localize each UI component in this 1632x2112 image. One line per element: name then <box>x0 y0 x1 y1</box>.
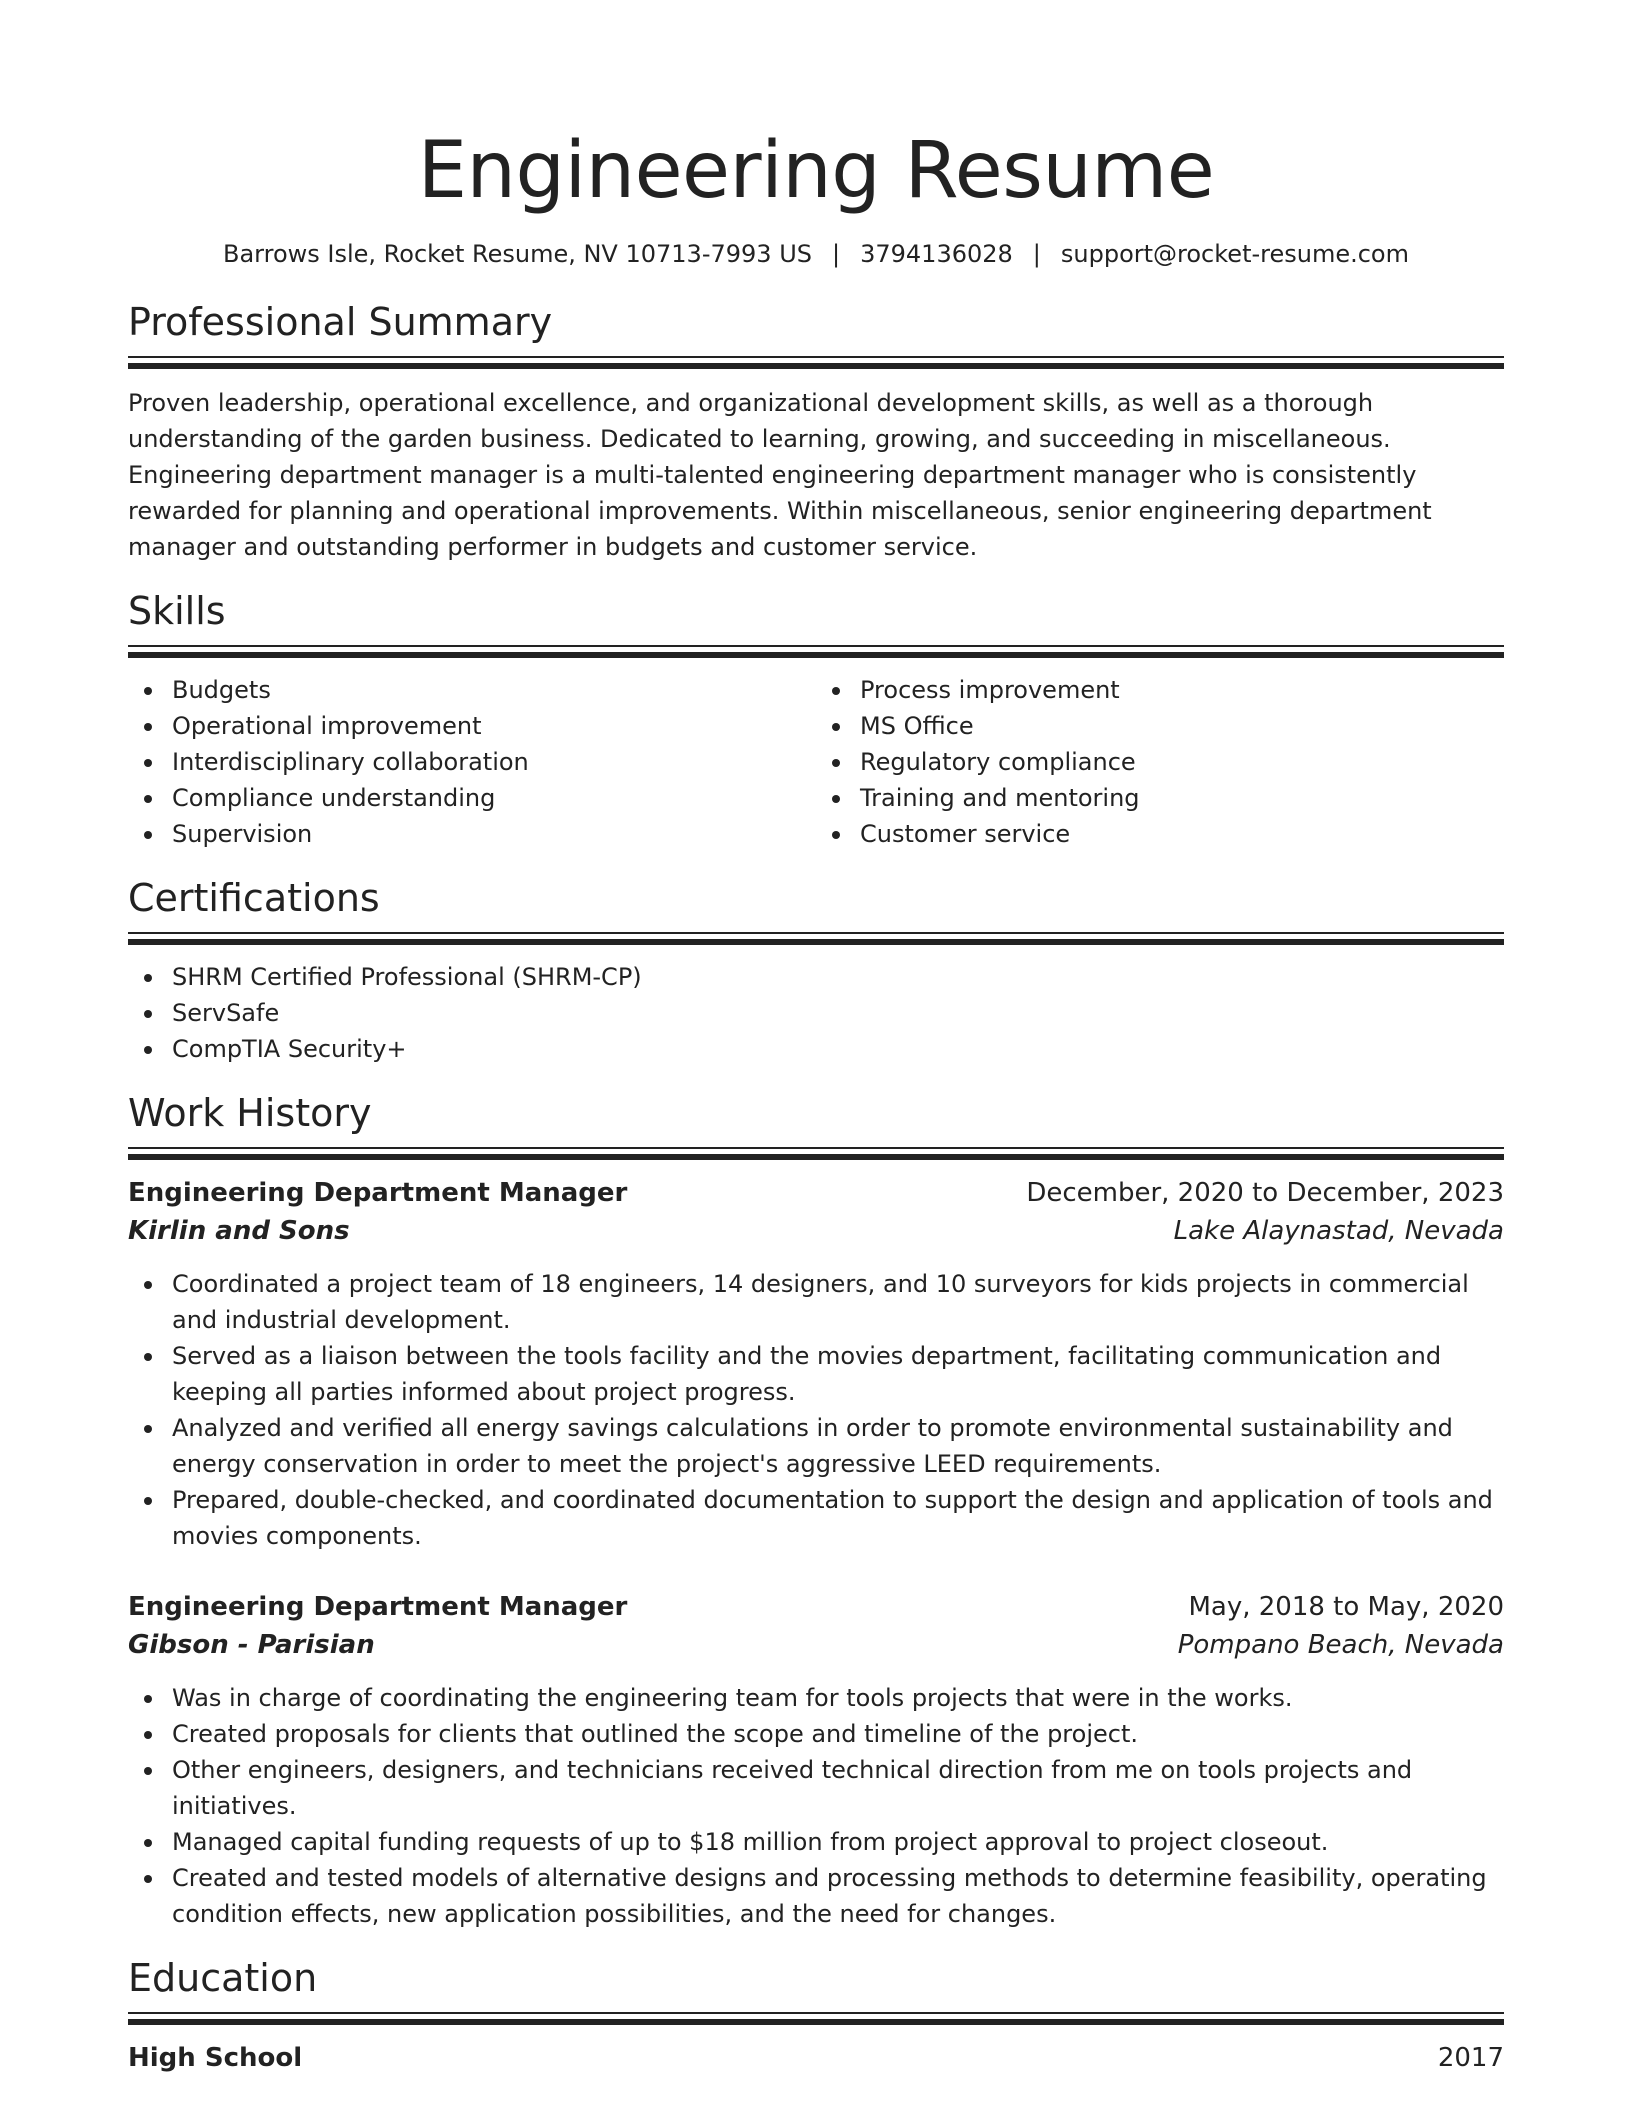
job-subheader-row <box>128 1626 1504 1664</box>
job-entry <box>128 1174 1504 1554</box>
job-header-row <box>128 1588 1504 1626</box>
skills-grid <box>128 672 1504 852</box>
skill-item: Supervision <box>128 816 816 852</box>
skill-item: Process improvement <box>816 672 1504 708</box>
section-divider <box>128 1147 1504 1160</box>
contact-separator: | <box>832 240 841 268</box>
skill-item: Compliance understanding <box>128 780 816 816</box>
skill-item: Regulatory compliance <box>816 744 1504 780</box>
job-company: Gibson - Parisian <box>128 1630 375 1660</box>
contact-separator: | <box>1032 240 1041 268</box>
section-divider <box>128 645 1504 658</box>
skill-item: Budgets <box>128 672 816 708</box>
job-entry <box>128 1588 1504 1932</box>
section-title-education: Education <box>128 1956 318 2000</box>
summary-section <box>128 298 1504 565</box>
skills-section <box>128 587 1504 852</box>
job-bullet: Was in charge of coordinating the engineering team for tools projects that were in the works. <box>128 1680 1504 1716</box>
job-bullet: Served as a liaison between the tools facility and the movies department, facilitating communication and keeping all parties informed about project progress. <box>128 1338 1504 1410</box>
certification-item: CompTIA Security+ <box>128 1031 1504 1067</box>
section-divider <box>128 2012 1504 2025</box>
skills-list-right <box>816 672 1504 852</box>
education-degree: High School <box>128 2043 303 2073</box>
certifications-section <box>128 874 1504 1067</box>
skill-item: Customer service <box>816 816 1504 852</box>
job-bullets <box>128 1680 1504 1932</box>
job-bullet: Other engineers, designers, and technicians received technical direction from me on tools projects and initiatives. <box>128 1752 1504 1824</box>
job-title: Engineering Department Manager <box>128 1178 628 1208</box>
skills-list-left <box>128 672 816 852</box>
section-divider <box>128 356 1504 369</box>
job-dates: December, 2020 to December, 2023 <box>1026 1178 1504 1208</box>
certification-item: ServSafe <box>128 995 1504 1031</box>
education-year: 2017 <box>1437 2043 1504 2073</box>
job-bullet: Analyzed and verified all energy savings calculations in order to promote environmental sustainability and energy conservation in order to meet the project's aggressive LEED requirements. <box>128 1410 1504 1482</box>
job-subheader-row <box>128 1212 1504 1250</box>
contact-email: support@rocket-resume.com <box>1060 240 1409 268</box>
education-row <box>128 2039 1504 2077</box>
section-title-skills: Skills <box>128 589 226 633</box>
job-bullet: Managed capital funding requests of up to $18 million from project approval to project closeout. <box>128 1824 1504 1860</box>
job-bullet: Coordinated a project team of 18 engineers, 14 designers, and 10 surveyors for kids projects in commercial and industrial development. <box>128 1266 1504 1338</box>
contact-line <box>128 238 1504 270</box>
job-bullet: Created and tested models of alternative designs and processing methods to determine feasibility, operating condition effects, new application possibilities, and the need for changes. <box>128 1860 1504 1932</box>
job-location: Pompano Beach, Nevada <box>1177 1630 1504 1660</box>
skill-item: Training and mentoring <box>816 780 1504 816</box>
job-location: Lake Alaynastad, Nevada <box>1173 1216 1504 1246</box>
section-title-certifications: Certifications <box>128 876 380 920</box>
section-title-work-history: Work History <box>128 1091 372 1135</box>
education-section <box>128 1954 1504 2077</box>
contact-phone: 3794136028 <box>860 240 1013 268</box>
certification-item: SHRM Certified Professional (SHRM-CP) <box>128 959 1504 995</box>
job-company: Kirlin and Sons <box>128 1216 350 1246</box>
skill-item: Operational improvement <box>128 708 816 744</box>
contact-address: Barrows Isle, Rocket Resume, NV 10713-7993 US <box>223 240 812 268</box>
skill-item: MS Office <box>816 708 1504 744</box>
job-title: Engineering Department Manager <box>128 1592 628 1622</box>
summary-text: Proven leadership, operational excellence, and organizational development skills, as well as a thorough understanding of the garden business. Dedicated to learning, growing, and succeeding in miscellaneous. Engineering department manager is a multi-talented engineering department manager who is consistently rewarded for planning and operational improvements. Within miscellaneous, senior engineering department manager and outstanding performer in budgets and customer service. <box>128 389 1432 561</box>
job-dates: May, 2018 to May, 2020 <box>1188 1592 1504 1622</box>
section-divider <box>128 932 1504 945</box>
resume-title: Engineering Resume <box>417 126 1215 216</box>
job-bullets <box>128 1266 1504 1554</box>
job-bullet: Prepared, double-checked, and coordinated documentation to support the design and application of tools and movies components. <box>128 1482 1504 1554</box>
section-title-summary: Professional Summary <box>128 300 553 344</box>
job-bullet: Created proposals for clients that outlined the scope and timeline of the project. <box>128 1716 1504 1752</box>
job-header-row <box>128 1174 1504 1212</box>
work-history-section <box>128 1089 1504 1932</box>
skill-item: Interdisciplinary collaboration <box>128 744 816 780</box>
certifications-list <box>128 959 1504 1067</box>
